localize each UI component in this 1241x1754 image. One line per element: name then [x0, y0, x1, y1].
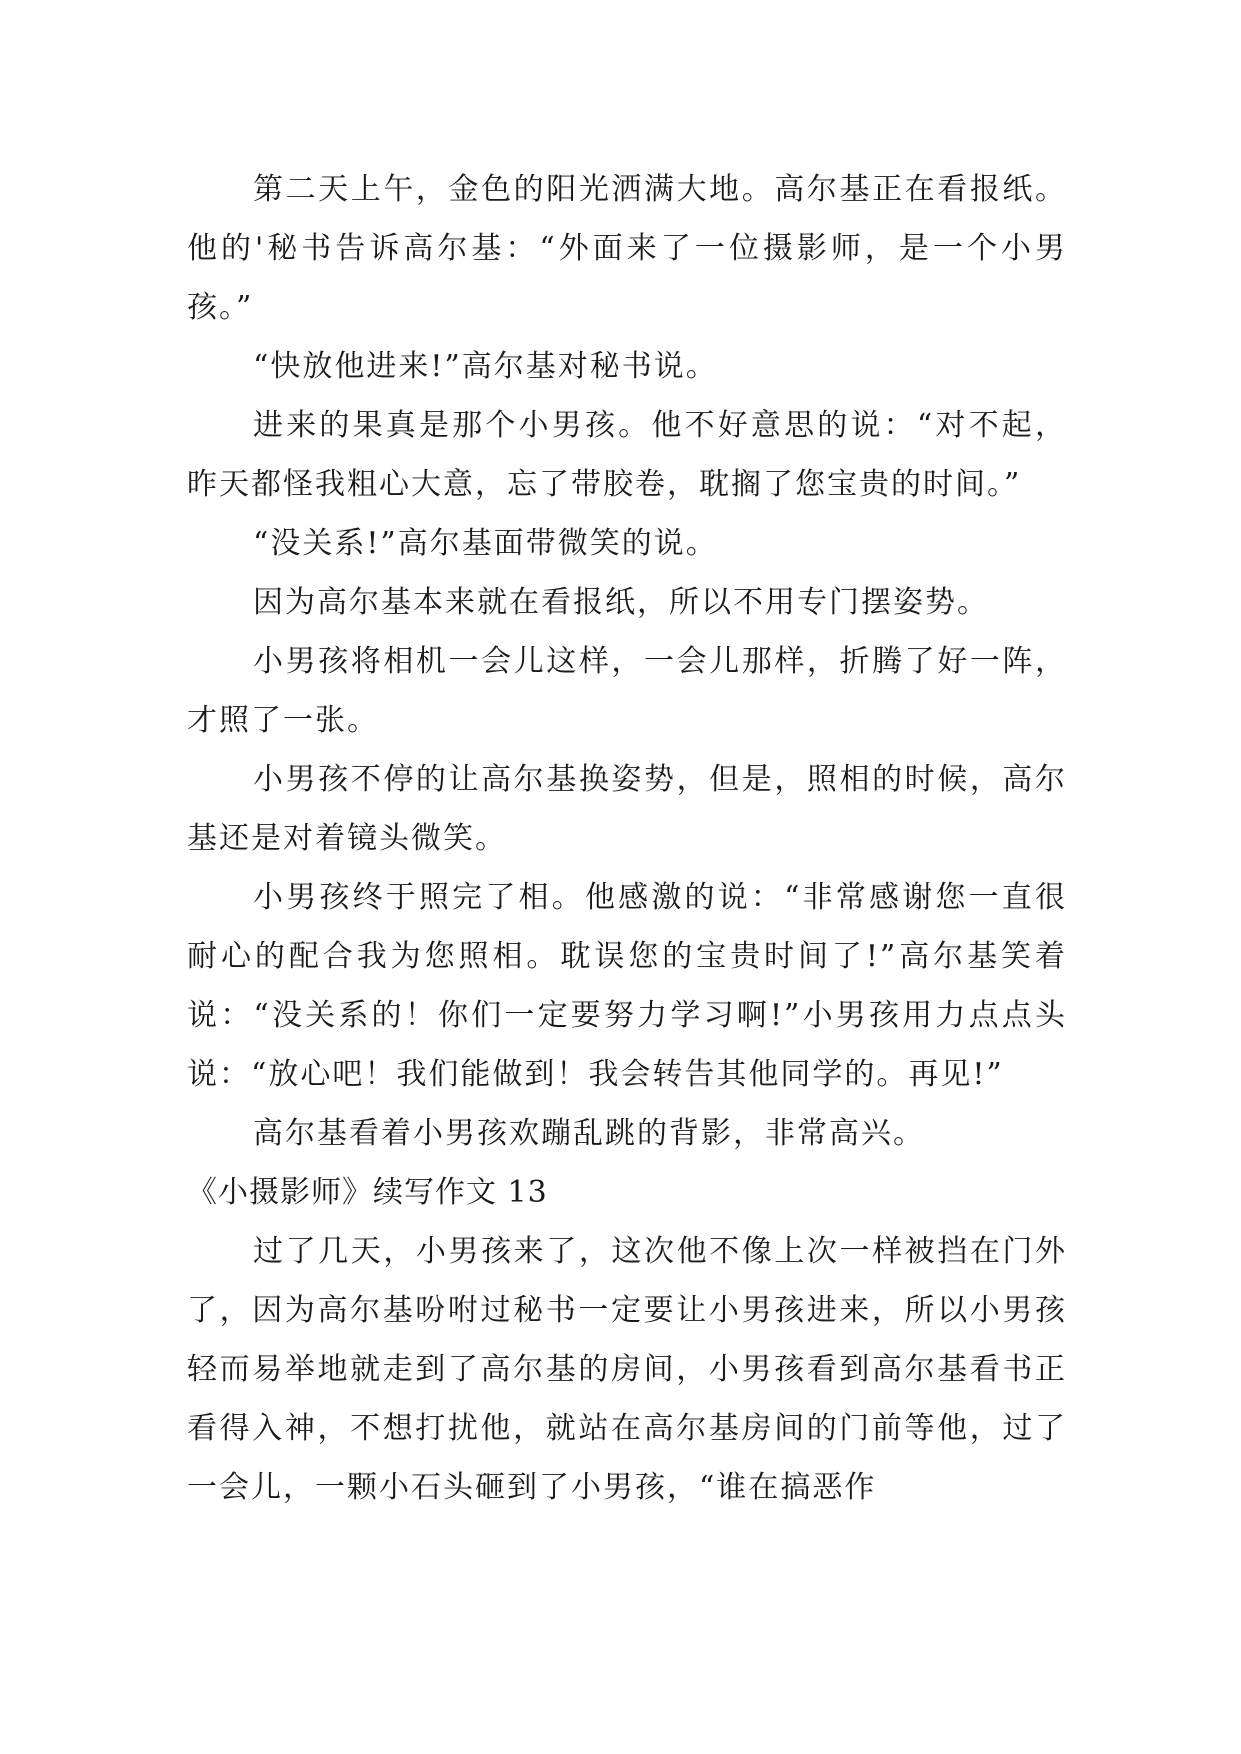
- paragraph: “没关系!”高尔基面带微笑的说。: [253, 526, 718, 561]
- paragraph: “快放他进来!”高尔基对秘书说。: [253, 349, 718, 384]
- paragraph: 小男孩不停的让高尔基换姿势，但是，照相的时候，高尔基还是对着镜头微笑。: [187, 762, 1067, 856]
- paragraph: 第二天上午，金色的阳光洒满大地。高尔基正在看报纸。他的'秘书告诉高尔基：“外面来了一位摄影师，是一个小男孩。”: [187, 172, 1067, 325]
- paragraph: 小男孩终于照完了相。他感激的说：“非常感谢您一直很耐心的配合我为您照相。耽误您的宝贵时间了!”高尔基笑着说：“没关系的！你们一定要努力学习啊!”小男孩用力点点头说：“放心吧！我们能做到！我会转告其他同学的。再见!”: [187, 880, 1067, 1092]
- paragraph: 因为高尔基本来就在看报纸，所以不用专门摆姿势。: [253, 585, 989, 620]
- document-body: [187, 160, 1067, 1517]
- paragraph: 过了几天，小男孩来了，这次他不像上次一样被挡在门外了，因为高尔基吩咐过秘书一定要让小男孩进来，所以小男孩轻而易举地就走到了高尔基的房间，小男孩看到高尔基看书正看得入神，不想打扰他，就站在高尔基房间的门前等他，过了一会儿，一颗小石头砸到了小男孩，“谁在搞恶作: [187, 1234, 1067, 1505]
- paragraph: 进来的果真是那个小男孩。他不好意思的说：“对不起，昨天都怪我粗心大意，忘了带胶卷，耽搁了您宝贵的时间。”: [187, 408, 1067, 502]
- section-heading: 《小摄影师》续写作文 13: [187, 1175, 548, 1210]
- paragraph: 高尔基看着小男孩欢蹦乱跳的背影，非常高兴。: [253, 1116, 925, 1151]
- paragraph: 小男孩将相机一会儿这样，一会儿那样，折腾了好一阵，才照了一张。: [187, 644, 1067, 738]
